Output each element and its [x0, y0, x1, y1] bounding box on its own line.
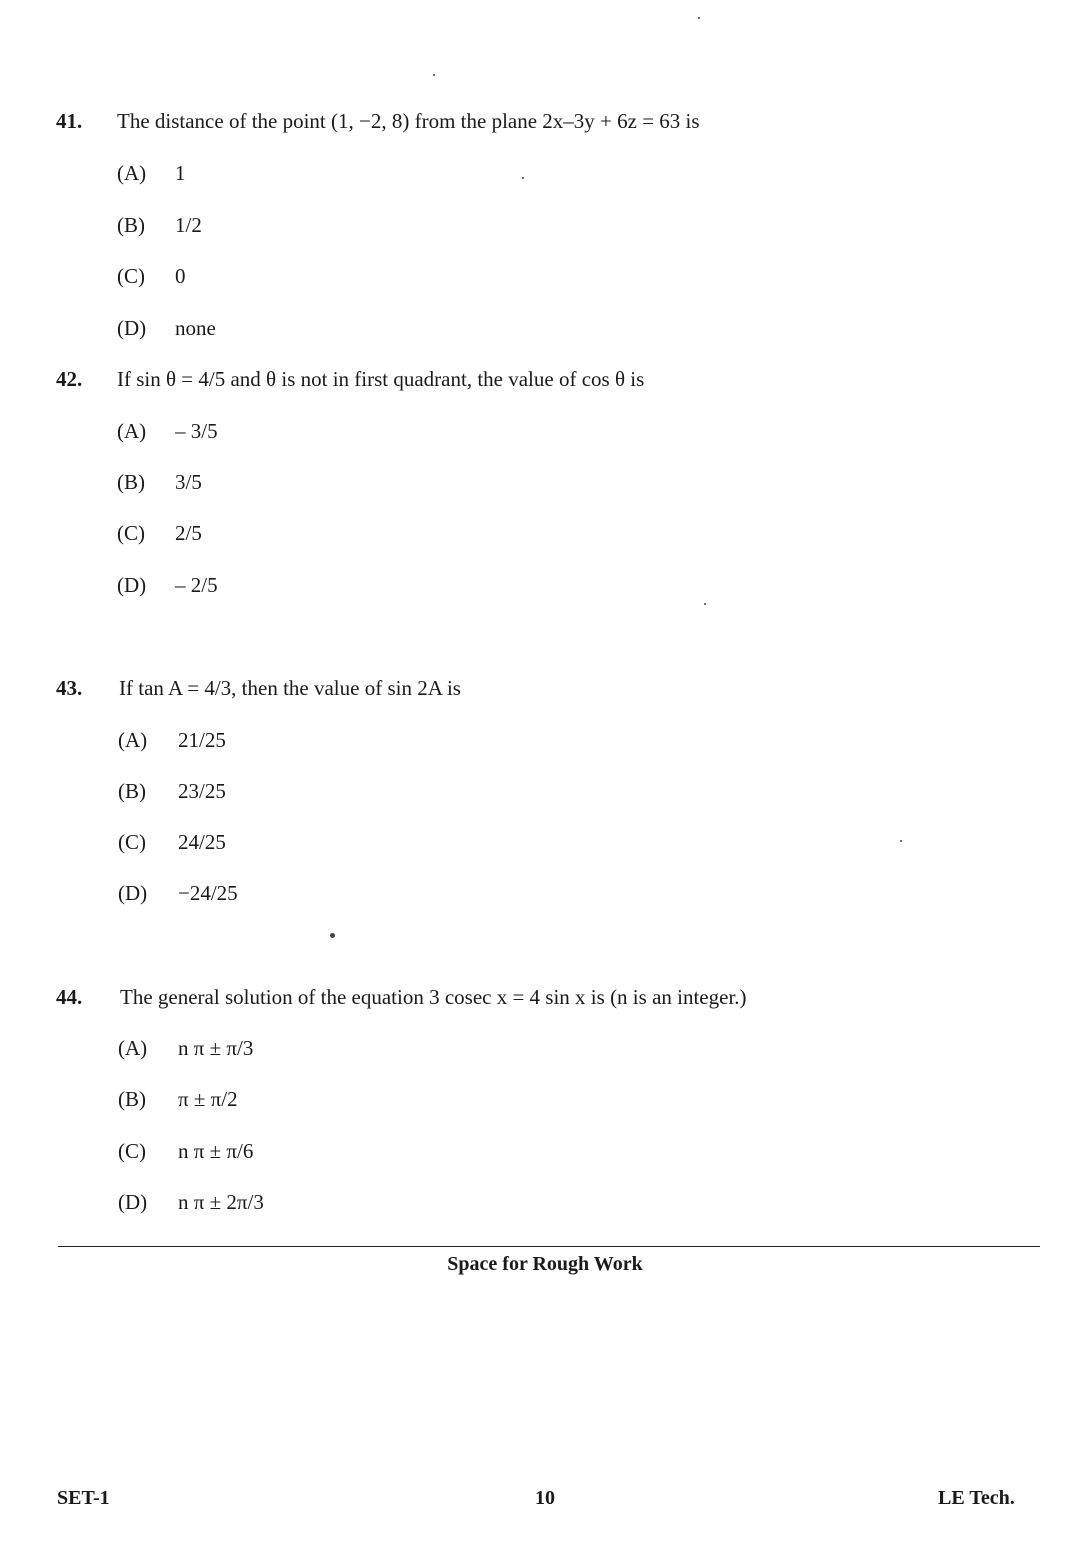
option-text: – 2/5	[175, 573, 218, 597]
option-label: (D)	[117, 573, 147, 597]
scan-speck	[330, 933, 335, 938]
question-text: If tan A = 4/3, then the value of sin 2A is	[119, 676, 461, 700]
scan-speck	[698, 17, 700, 19]
option-text: 0	[175, 264, 186, 288]
question-number: 43.	[56, 676, 83, 700]
option-label: (A)	[117, 161, 147, 185]
option-text: none	[175, 316, 216, 340]
option-text: n π ± 2π/3	[178, 1190, 264, 1214]
option-text: – 3/5	[175, 419, 218, 443]
option-label: (C)	[118, 1139, 146, 1163]
option-text: n π ± π/6	[178, 1139, 254, 1163]
scan-speck	[900, 840, 902, 842]
option-label: (A)	[118, 728, 148, 752]
option-label: (C)	[118, 830, 146, 854]
scan-speck	[704, 603, 706, 605]
option-label: (B)	[117, 213, 145, 237]
option-label: (D)	[117, 316, 147, 340]
question-number: 42.	[56, 367, 83, 391]
question-number: 41.	[56, 109, 83, 133]
option-text: n π ± π/3	[178, 1036, 254, 1060]
page-number: 10	[535, 1487, 555, 1509]
option-label: (C)	[117, 264, 145, 288]
question-number: 44.	[56, 985, 83, 1009]
footer-set: SET-1	[57, 1487, 110, 1509]
option-label: (D)	[118, 881, 148, 905]
rough-work-heading: Space for Rough Work	[447, 1253, 643, 1275]
scan-speck	[522, 177, 524, 179]
option-label: (A)	[117, 419, 147, 443]
option-label: (B)	[118, 1087, 146, 1111]
option-text: 1/2	[175, 213, 202, 237]
option-text: 24/25	[178, 830, 226, 854]
option-label: (A)	[118, 1036, 148, 1060]
option-text: 21/25	[178, 728, 226, 752]
scan-speck	[433, 74, 435, 76]
option-text: 3/5	[175, 470, 202, 494]
question-text: The general solution of the equation 3 cosec x = 4 sin x is (n is an integer.)	[120, 985, 747, 1009]
divider-line	[58, 1246, 1040, 1247]
footer-course: LE Tech.	[938, 1487, 1015, 1509]
question-text: If sin θ = 4/5 and θ is not in first quadrant, the value of cos θ is	[117, 367, 645, 391]
option-text: 1	[175, 161, 186, 185]
option-text: π ± π/2	[178, 1087, 238, 1111]
option-text: 23/25	[178, 779, 226, 803]
option-label: (B)	[118, 779, 146, 803]
option-label: (B)	[117, 470, 145, 494]
option-text: 2/5	[175, 521, 202, 545]
option-label: (C)	[117, 521, 145, 545]
option-label: (D)	[118, 1190, 148, 1214]
option-text: −24/25	[178, 881, 238, 905]
question-text: The distance of the point (1, −2, 8) from the plane 2x–3y + 6z = 63 is	[117, 109, 700, 133]
